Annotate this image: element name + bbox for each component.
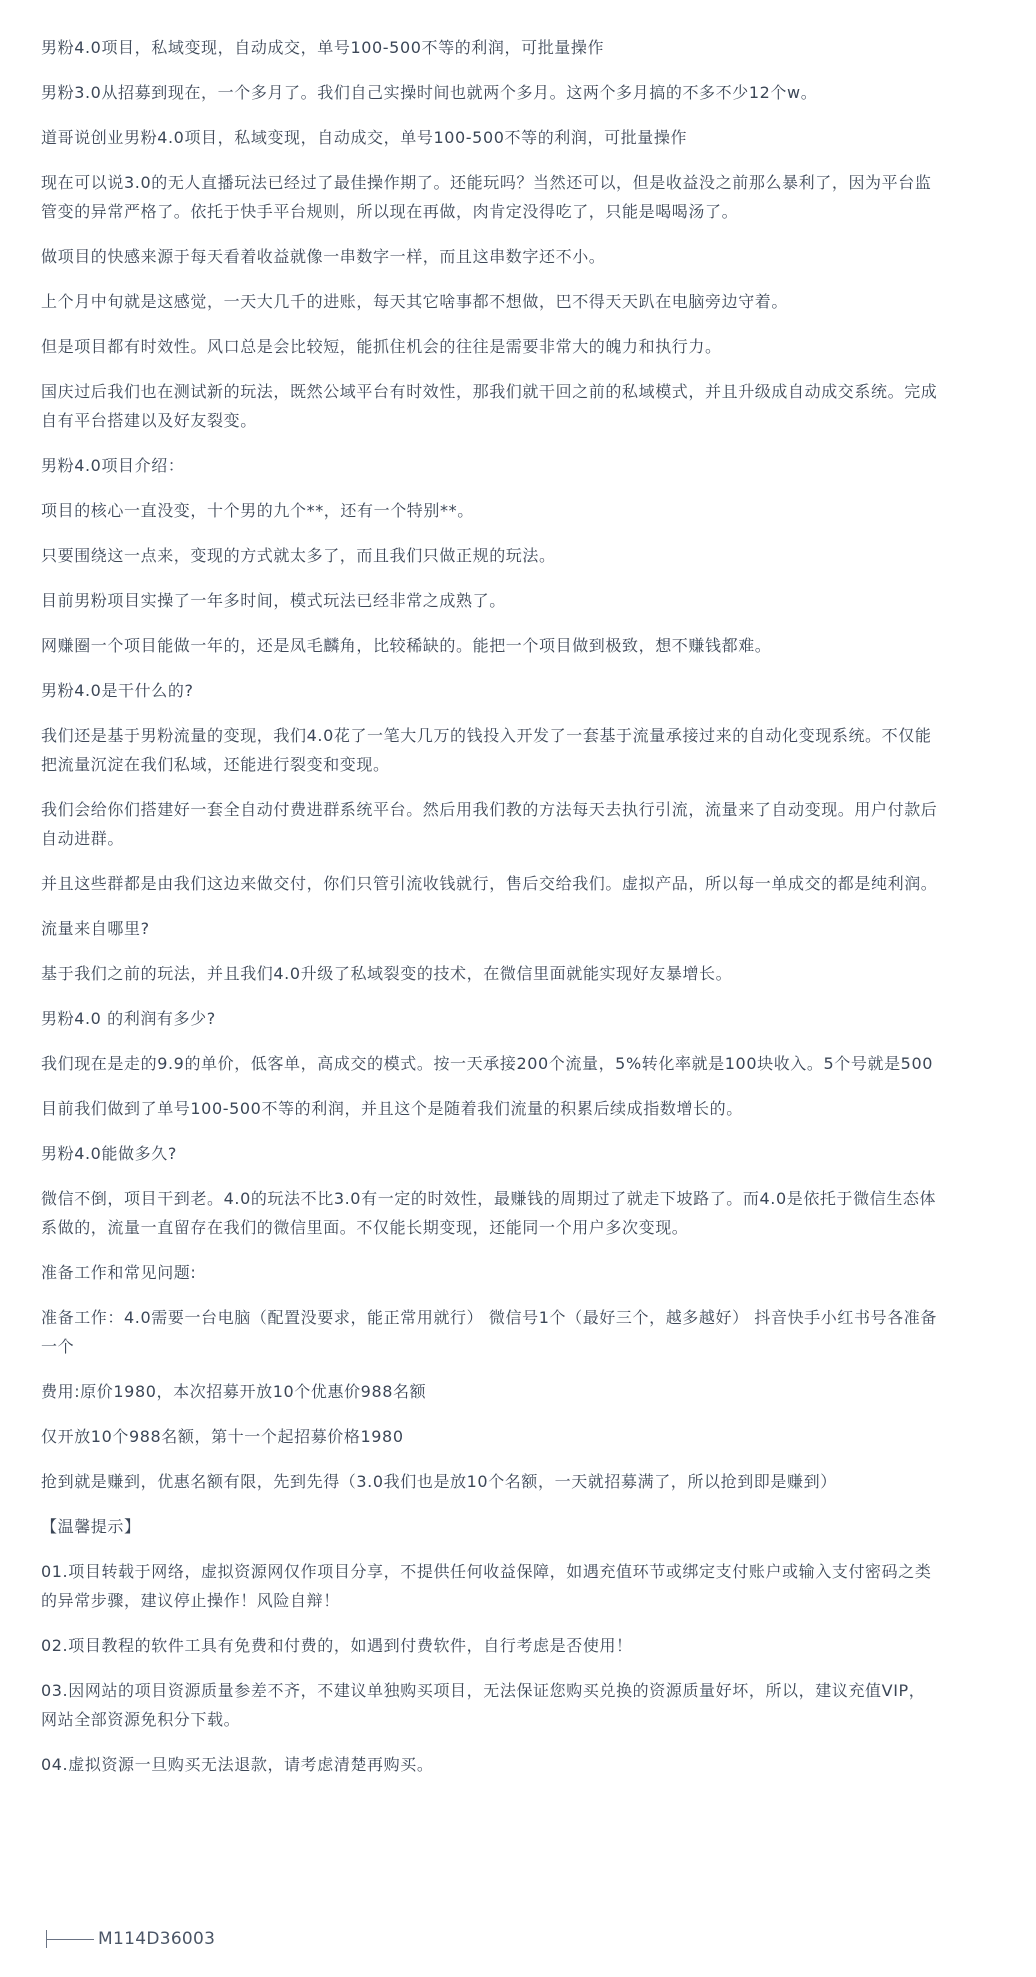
paragraph: 道哥说创业男粉4.0项目，私域变现，自动成交，单号100-500不等的利润，可批量操作	[41, 128, 688, 147]
section-heading: 男粉4.0是干什么的?	[41, 681, 194, 700]
paragraph: 男粉3.0从招募到现在，一个多月了。我们自己实操时间也就两个多月。这两个多月搞的不多不少12个w。	[41, 83, 818, 102]
notice-item: 03.因网站的项目资源质量参差不齐，不建议单独购买项目，无法保证您购买兑换的资源质量好坏，所以，建议充值VIP，网站全部资源免积分下载。	[41, 1681, 926, 1729]
section-heading: 男粉4.0能做多久?	[41, 1144, 177, 1163]
paragraph: 基于我们之前的玩法，并且我们4.0升级了私域裂变的技术，在微信里面就能实现好友暴增长。	[41, 964, 733, 983]
footer-dash	[47, 1939, 94, 1940]
paragraph: 微信不倒，项目干到老。4.0的玩法不比3.0有一定的时效性，最赚钱的周期过了就走下坡路了。而4.0是依托于微信生态体系做的，流量一直留存在我们的微信里面。不仅能长期变现，还能同一个用户多次变现。	[41, 1189, 937, 1237]
paragraph: 男粉4.0项目，私域变现，自动成交，单号100-500不等的利润，可批量操作	[41, 38, 605, 57]
paragraph: 我们现在是走的9.9的单价，低客单，高成交的模式。按一天承接200个流量，5%转化率就是100块收入。5个号就是500	[41, 1054, 934, 1073]
paragraph: 目前男粉项目实操了一年多时间，模式玩法已经非常之成熟了。	[41, 591, 506, 610]
section-heading: 流量来自哪里?	[41, 919, 150, 938]
paragraph: 但是项目都有时效性。风口总是会比较短，能抓住机会的往往是需要非常大的魄力和执行力。	[41, 337, 722, 356]
paragraph: 只要围绕这一点来，变现的方式就太多了，而且我们只做正规的玩法。	[41, 546, 556, 565]
paragraph: 抢到就是赚到，优惠名额有限，先到先得（3.0我们也是放10个名额，一天就招募满了，所以抢到即是赚到）	[41, 1472, 837, 1491]
paragraph: 我们会给你们搭建好一套全自动付费进群系统平台。然后用我们教的方法每天去执行引流，流量来了自动变现。用户付款后自动进群。	[41, 800, 938, 848]
section-heading: 男粉4.0项目介绍：	[41, 456, 185, 475]
paragraph: 费用:原价1980，本次招募开放10个优惠价988名额	[41, 1382, 427, 1401]
paragraph: 准备工作：4.0需要一台电脑（配置没要求，能正常用就行） 微信号1个（最好三个，越多越好） 抖音快手小红书号各准备一个	[41, 1308, 937, 1356]
article-body	[41, 33, 941, 1795]
footer-code-text: M114D36003	[98, 1929, 216, 1949]
paragraph: 仅开放10个988名额，第十一个起招募价格1980	[41, 1427, 404, 1446]
paragraph: 目前我们做到了单号100-500不等的利润，并且这个是随着我们流量的积累后续成指数增长的。	[41, 1099, 743, 1118]
paragraph: 项目的核心一直没变，十个男的九个**，还有一个特别**。	[41, 501, 474, 520]
paragraph: 做项目的快感来源于每天看着收益就像一串数字一样，而且这串数字还不小。	[41, 247, 606, 266]
paragraph: 国庆过后我们也在测试新的玩法，既然公域平台有时效性，那我们就干回之前的私域模式，并且升级成自动成交系统。完成自有平台搭建以及好友裂变。	[41, 382, 938, 430]
paragraph: 现在可以说3.0的无人直播玩法已经过了最佳操作期了。还能玩吗？当然还可以，但是收益没之前那么暴利了，因为平台监管变的异常严格了。依托于快手平台规则，所以现在再做，肉肯定没得吃了，只能是喝喝汤了。	[41, 173, 932, 221]
notice-item: 01.项目转载于网络，虚拟资源网仅作项目分享，不提供任何收益保障，如遇充值环节或绑定支付账户或输入支付密码之类的异常步骤，建议停止操作！风险自辩！	[41, 1562, 932, 1610]
paragraph: 上个月中旬就是这感觉，一天大几千的进账，每天其它啥事都不想做，巴不得天天趴在电脑旁边守着。	[41, 292, 789, 311]
notice-heading: 【温馨提示】	[41, 1517, 141, 1536]
section-heading: 准备工作和常见问题:	[41, 1263, 197, 1282]
paragraph: 我们还是基于男粉流量的变现，我们4.0花了一笔大几万的钱投入开发了一套基于流量承接过来的自动化变现系统。不仅能把流量沉淀在我们私域，还能进行裂变和变现。	[41, 726, 932, 774]
section-heading: 男粉4.0 的利润有多少?	[41, 1009, 216, 1028]
paragraph: 并且这些群都是由我们这边来做交付，你们只管引流收钱就行，售后交给我们。虚拟产品，所以每一单成交的都是纯利润。	[41, 874, 938, 893]
paragraph: 网赚圈一个项目能做一年的，还是凤毛麟角，比较稀缺的。能把一个项目做到极致，想不赚钱都难。	[41, 636, 772, 655]
notice-item: 04.虚拟资源一旦购买无法退款，请考虑清楚再购买。	[41, 1755, 434, 1774]
notice-item: 02.项目教程的软件工具有免费和付费的，如遇到付费软件，自行考虑是否使用！	[41, 1636, 633, 1655]
footer-code	[46, 1929, 215, 1949]
